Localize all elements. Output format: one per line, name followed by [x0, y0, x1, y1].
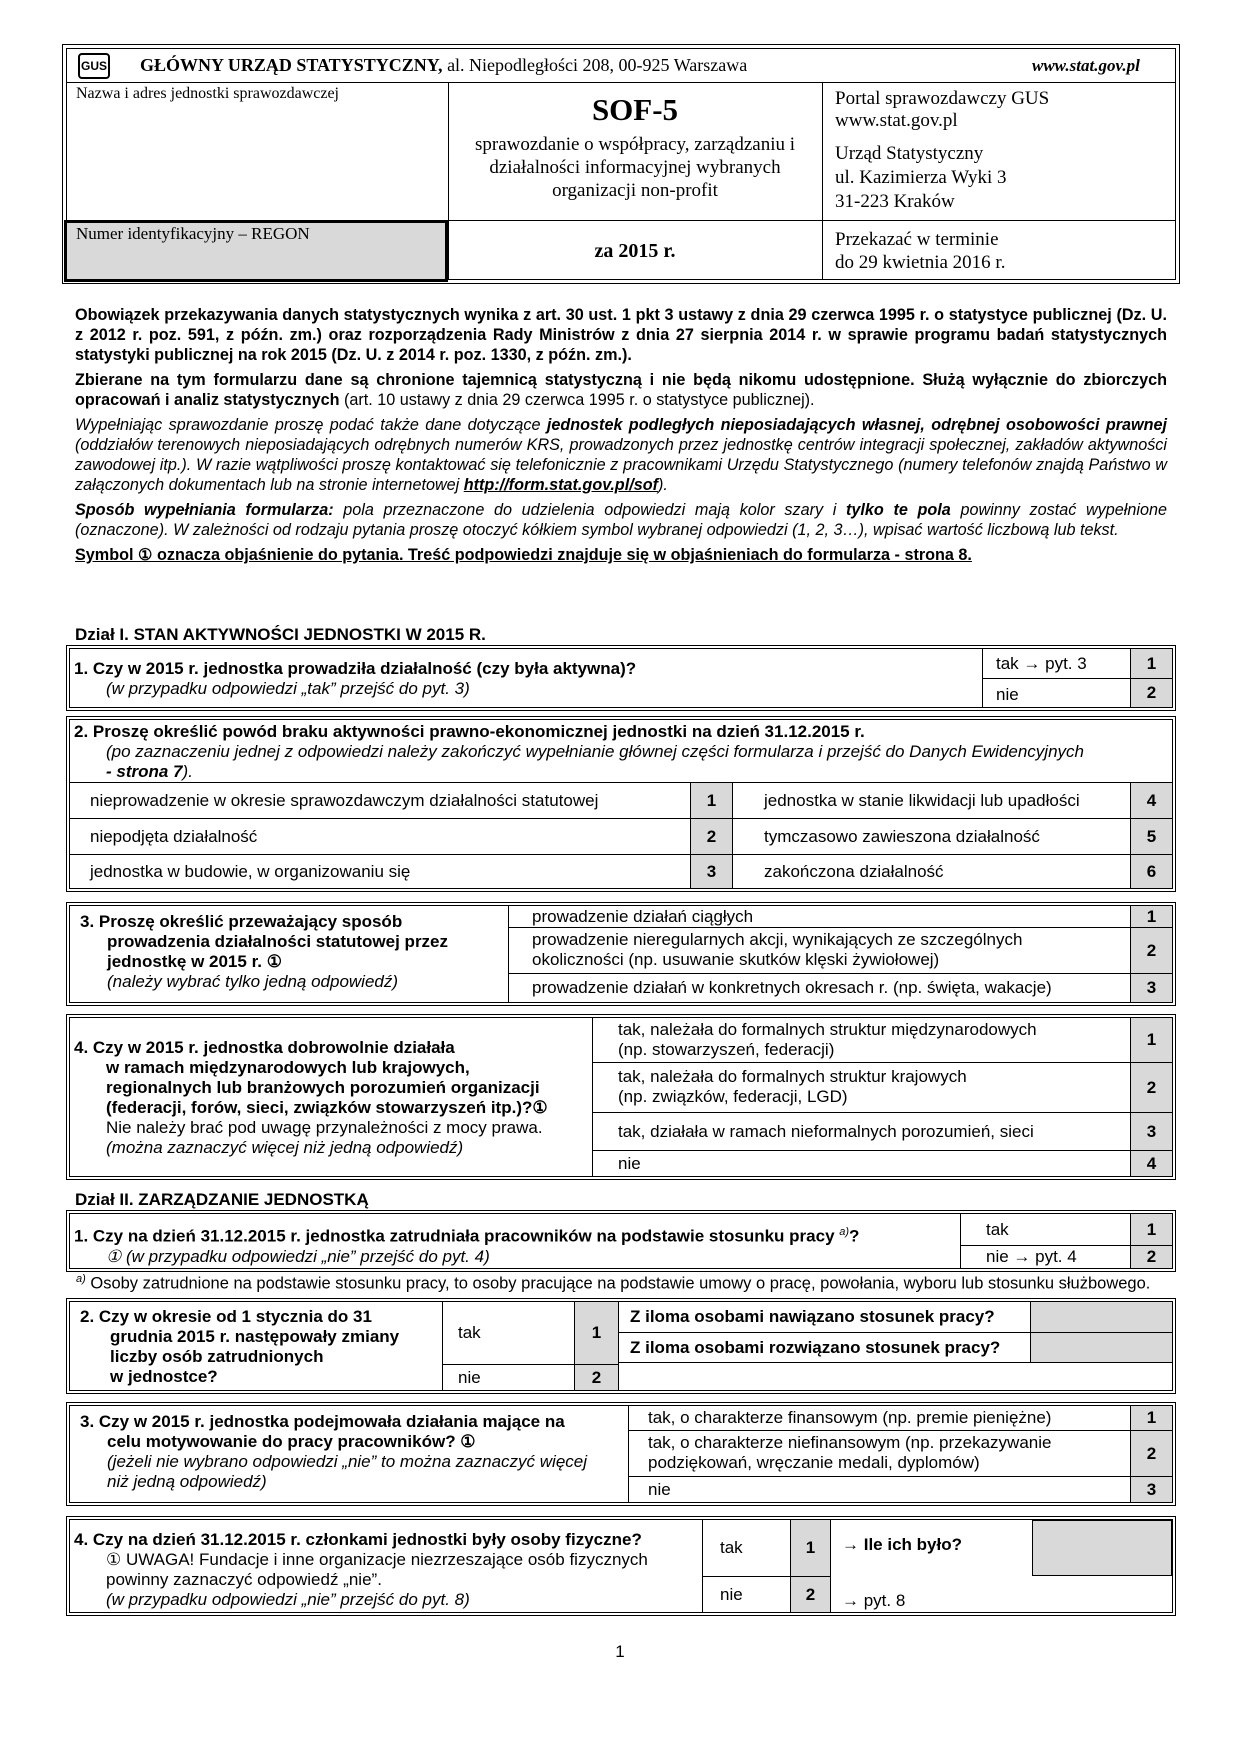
institution-address: al. Niepodległości 208, 00-925 Warszawa [447, 55, 748, 75]
website-link[interactable]: www.stat.gov.pl [1032, 56, 1140, 75]
s1-q4-code-1[interactable]: 1 [1131, 1018, 1172, 1062]
divider [830, 1520, 831, 1612]
s1-q4-code-3[interactable]: 3 [1131, 1113, 1172, 1150]
s1-q4-code-4[interactable]: 4 [1131, 1151, 1172, 1176]
s1-q1-text: 1. Czy w 2015 r. jednostka prowadziła działalność (czy była aktywna)? (w przypadku odpowiedzi „tak” przejść do pyt. 3) [74, 659, 637, 698]
divider [592, 1062, 1172, 1063]
s2-q2-opt-no: nie [458, 1367, 481, 1387]
s1-q1-code-1[interactable]: 1 [1131, 649, 1172, 678]
page-number: 1 [615, 1642, 625, 1661]
portal-url[interactable]: www.stat.gov.pl [835, 110, 958, 131]
divider [442, 1302, 443, 1390]
s1-q2-option-6: zakończona działalność [764, 861, 944, 881]
s1-q1-code-2[interactable]: 2 [1131, 679, 1172, 707]
s1-q2-option-2: niepodjęta działalność [90, 826, 258, 846]
deadline: Przekazać w terminie do 29 kwietnia 2016 r. [835, 229, 1006, 273]
s2-q4-count-label: → Ile ich było? [842, 1535, 962, 1554]
s2-q1-text: 1. Czy na dzień 31.12.2015 r. jednostka zatrudniała pracowników na podstawie stosunku pracy $^{a)}$? ① (w przypadku odpowiedzi „nie” przejść do pyt. 4) [74, 1226, 860, 1266]
divider [628, 1476, 1172, 1477]
s2-q1-footnote: $^{a)}$ Osoby zatrudnione na podstawie stosunku pracy, to osoby pracujące na podstawie umowy o pracę, powołania, wyboru lub stosunku służbowego. [76, 1273, 1151, 1293]
institution-name: GŁÓWNY URZĄD STATYSTYCZNY, al. Niepodległości 208, 00-925 Warszawa [140, 55, 748, 75]
s2-q1-opt-yes: tak [986, 1219, 1009, 1239]
s1-q1-opt-no: nie [996, 685, 1019, 704]
s2-q4-opt-no: nie [720, 1584, 743, 1604]
s1-q2-code-4[interactable]: 4 [1131, 783, 1172, 818]
s2-q2-hired-input[interactable] [1031, 1302, 1172, 1332]
divider [508, 927, 1172, 928]
s2-q1-code-2[interactable]: 2 [1131, 1246, 1172, 1268]
s2-q4-code-1[interactable]: 1 [791, 1520, 830, 1576]
s2-q4-text: 4. Czy na dzień 31.12.2015 r. członkami jednostki były osoby fizyczne? ① UWAGA! Fundacje i inne organizacje niezrzeszające osób fizycznych powinny zaznaczyć odpowiedź „nie”. (w przypadku odpowiedzi „nie” przejść do pyt. 8) [74, 1530, 648, 1609]
s2-q2-code-2[interactable]: 2 [575, 1365, 618, 1390]
s1-q2-code-3[interactable]: 3 [691, 855, 732, 888]
divider [618, 1302, 619, 1390]
divider [822, 82, 823, 280]
form-title: sprawozdanie o współpracy, zarządzaniu i działalności informacyjnej wybranych organizacji non-profit [474, 134, 796, 201]
intro-text [75, 305, 1167, 570]
form-code: SOF-5 [591, 92, 679, 127]
divider [66, 82, 1176, 83]
s2-q3-code-1[interactable]: 1 [1131, 1406, 1172, 1430]
s2-q3-option-3: nie [648, 1479, 671, 1499]
s2-q1-code-1[interactable]: 1 [1131, 1214, 1172, 1245]
s1-q2-text: 2. Proszę określić powód braku aktywności prawno-ekonomicznej jednostki na dzień 31.12.2015 r. (po zaznaczeniu jednej z odpowiedzi należy zakończyć wypełnianie głównej części formularza i przejść do Danych Ewidencyjnych - strona 7). [74, 722, 1084, 781]
regon-label: Numer identyfikacyjny – REGON [76, 224, 310, 243]
s1-q3-code-1[interactable]: 1 [1131, 906, 1172, 927]
s1-q2-option-4: jednostka w stanie likwidacji lub upadłości [764, 790, 1080, 810]
s1-q4-text: 4. Czy w 2015 r. jednostka dobrowolnie działała w ramach międzynarodowych lub krajowych, regionalnych lub branżowych porozumień organizacji (federacji, forów, sieci, związków stowarzyszeń itp.)?① Nie należy brać pod uwagę przynależności z mocy prawa. (można zaznaczyć więcej niż jedną odpowiedź) [74, 1038, 548, 1157]
s1-q4-option-3: tak, działała w ramach nieformalnych porozumień, sieci [618, 1121, 1034, 1141]
s2-q2-text: 2. Czy w okresie od 1 stycznia do 31 grudnia 2015 r. następowały zmiany liczby osób zatrudnionych w jednostce? [80, 1307, 400, 1386]
s2-q2-hired-label: Z iloma osobami nawiązano stosunek pracy? [630, 1307, 995, 1326]
s2-q2-code-1[interactable]: 1 [575, 1302, 618, 1364]
s1-q2-option-5: tymczasowo zawieszona działalność [764, 826, 1040, 846]
s1-q4-code-2[interactable]: 2 [1131, 1063, 1172, 1112]
s1-q2-code-2[interactable]: 2 [691, 819, 732, 854]
s2-q3-option-2: tak, o charakterze niefinansowym (np. przekazywanie podziękowań, wręczanie medali, dyplomów) [648, 1433, 1052, 1472]
s1-q4-option-4: nie [618, 1153, 641, 1173]
portal-name: Portal sprawozdawczy GUS [835, 88, 1050, 109]
subunits-note: Wypełniając sprawozdanie proszę podać także dane dotyczące jednostek podległych nieposiadających własnej, odrębnej osobowości prawnej (oddziałów terenowych nieposiadających odrębnych numerów KRS, prowadzonych przez jednostkę centrów integracji społecznej, zakładów aktywności zawodowej itp.). W razie wątpliwości proszę kontaktować się telefonicznie z pracownikami Urzędu Statystycznego (numery telefonów znajdą Państwo w załączonych dokumentach lub na stronie internetowej http://form.stat.gov.pl/sof). [75, 416, 1167, 494]
s2-q2-terminated-input[interactable] [1031, 1333, 1172, 1362]
s1-q2-code-5[interactable]: 5 [1131, 819, 1172, 854]
s1-q4-option-2: tak, należała do formalnych struktur krajowych (np. związków, federacji, LGD) [618, 1067, 967, 1106]
divider [508, 906, 509, 1002]
s2-q4-code-2[interactable]: 2 [791, 1577, 830, 1612]
s1-q4-option-1: tak, należała do formalnych struktur międzynarodowych (np. stowarzyszeń, federacji) [618, 1020, 1037, 1059]
divider [592, 1150, 1172, 1151]
report-period: za 2015 r. [594, 240, 676, 262]
s2-q3-option-1: tak, o charakterze finansowym (np. premie pieniężne) [648, 1408, 1052, 1427]
office-address: Urząd Statystyczny ul. Kazimierza Wyki 3 31-223 Kraków [835, 143, 1007, 212]
section-2-title: Dział II. ZARZĄDZANIE JEDNOSTKĄ [75, 1190, 369, 1209]
section-1-title: Dział I. STAN AKTYWNOŚCI JEDNOSTKI W 2015 R. [75, 625, 486, 644]
gus-logo-icon: GUS [78, 53, 110, 79]
divider [732, 782, 733, 888]
divider [960, 1214, 961, 1268]
portal-info [835, 88, 1049, 132]
s1-q3-option-1: prowadzenie działań ciągłych [532, 906, 754, 926]
s1-q2-option-3: jednostka w budowie, w organizowaniu się [90, 861, 411, 881]
divider [618, 1362, 1172, 1363]
s2-q3-code-2[interactable]: 2 [1131, 1431, 1172, 1476]
s1-q3-option-2: prowadzenie nieregularnych akcji, wynikających ze szczególnych okoliczności (np. usuwanie skutków klęski żywiołowej) [532, 930, 1023, 969]
divider [628, 1430, 1172, 1431]
s1-q2-code-6[interactable]: 6 [1131, 855, 1172, 888]
s1-q3-code-3[interactable]: 3 [1131, 974, 1172, 1002]
divider [592, 1018, 593, 1176]
legal-basis: Obowiązek przekazywania danych statystycznych wynika z art. 30 ust. 1 pkt 3 ustawy z dnia 29 czerwca 1995 r. o statystyce publicznej (Dz. U. z 2012 r. poz. 591, z późn. zm.) oraz rozporządzenia Rady Ministrów z dnia 27 sierpnia 2014 r. w sprawie programu badań statystycznych statystyki publicznej na rok 2015 (Dz. U. z 2014 r. poz. 1330, z późn. zm.). [75, 306, 1167, 364]
s2-q2-opt-yes: tak [458, 1323, 481, 1342]
s1-q1-opt-yes: tak → pyt. 3 [996, 654, 1087, 673]
s1-q3-code-2[interactable]: 2 [1131, 928, 1172, 973]
s2-q1-opt-no: nie → pyt. 4 [986, 1247, 1077, 1266]
s2-q4-opt-yes: tak [720, 1538, 743, 1557]
confidentiality-note: Zbierane na tym formularzu dane są chronione tajemnicą statystyczną i nie będą nikomu udostępnione. Służą wyłącznie do zbiorczych opracowań i analiz statystycznych (art. 10 ustawy z dnia 29 czerwca 1995 r. o statystyce publicznej). [75, 371, 1167, 409]
s2-q3-text: 3. Czy w 2015 r. jednostka podejmowała działania mające na celu motywowanie do pracy pracowników? ① (jeżeli nie wybrano odpowiedzi „nie” to można zaznaczyć więcej niż jedną odpowiedź) [80, 1412, 588, 1491]
s1-q3-text: 3. Proszę określić przeważający sposób prowadzenia działalności statutowej przez jednostkę w 2015 r. ① (należy wybrać tylko jedną odpowiedź) [80, 912, 449, 991]
unit-name-label: Nazwa i adres jednostki sprawozdawczej [76, 85, 339, 102]
symbol-note: Symbol ① oznacza objaśnienie do pytania. Treść podpowiedzi znajduje się w objaśnieniach do formularza - strona 8. [75, 546, 972, 564]
s2-q4-goto: → pyt. 8 [842, 1591, 906, 1610]
divider [702, 1520, 703, 1612]
s2-q4-count-input[interactable] [1032, 1520, 1172, 1576]
s1-q2-option-1: nieprowadzenie w okresie sprawozdawczym działalności statutowej [90, 790, 599, 810]
form-link[interactable]: http://form.stat.gov.pl/sof [463, 476, 658, 494]
divider [628, 1406, 629, 1502]
fill-instructions: Sposób wypełniania formularza: pola przeznaczone do udzielenia odpowiedzi mają kolor szary i tylko te pola powinny zostać wypełnione (oznaczone). W zależności od rodzaju pytania proszę otoczyć kółkiem symbol wybranej odpowiedzi (1, 2, 3…), wpisać wartość liczbową lub tekst. [75, 501, 1167, 539]
s1-q2-code-1[interactable]: 1 [691, 783, 732, 818]
s2-q3-code-3[interactable]: 3 [1131, 1477, 1172, 1502]
s1-q3-option-3: prowadzenie działań w konkretnych okresach r. (np. święta, wakacje) [532, 978, 1052, 997]
s2-q2-terminated-label: Z iloma osobami rozwiązano stosunek pracy? [630, 1337, 1001, 1357]
